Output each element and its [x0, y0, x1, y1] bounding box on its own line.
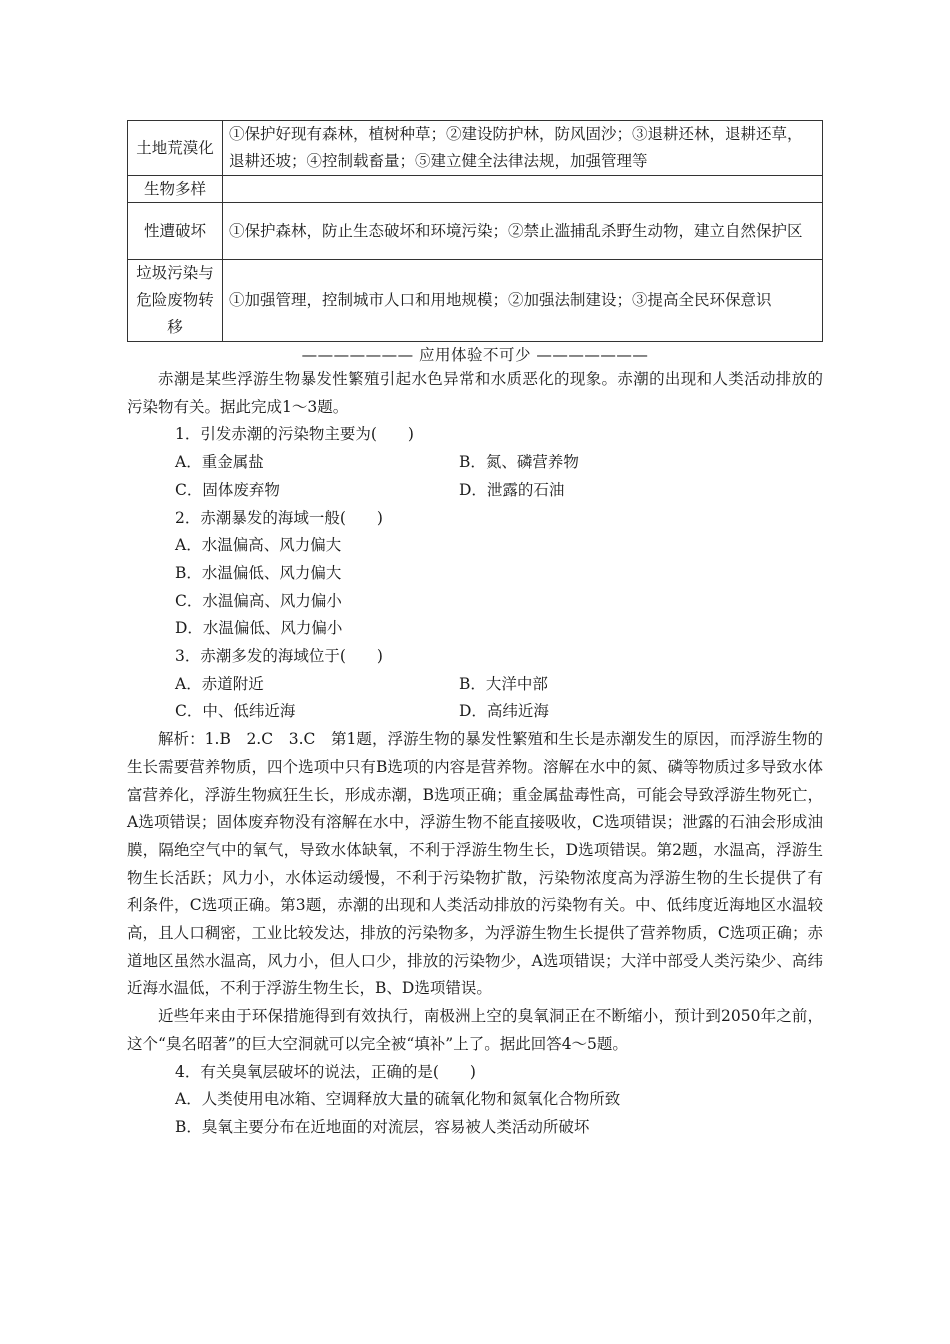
question-3-stem: 3．赤潮多发的海域位于( ) — [175, 647, 383, 666]
question-3-options-row-1 — [127, 671, 823, 699]
table-row — [128, 176, 823, 203]
measures-cell: ①加强管理，控制城市人口和用地规模；②加强法制建设；③提高全民环保意识 — [223, 260, 823, 342]
question-2-stem: 2．赤潮暴发的海域一般( ) — [175, 508, 383, 527]
problem-cell: 垃圾污染与危险废物转移 — [128, 260, 223, 342]
question-1-options-row-1 — [127, 449, 823, 477]
option-a: A．水温偏高、风力偏大 — [175, 536, 342, 555]
option-c: C．水温偏高、风力偏小 — [175, 591, 342, 610]
option-b: B．水温偏低、风力偏大 — [175, 563, 342, 582]
measures-cell: ①保护森林，防止生态破坏和环境污染；②禁止滥捕乱杀野生动物，建立自然保护区 — [223, 203, 823, 260]
measures-cell: ①保护好现有森林，植树种草；②建设防护林，防风固沙；③退耕还林，退耕还草，退耕还坡；④控制载畜量；⑤建立健全法律法规，加强管理等 — [223, 121, 823, 176]
option-a: A．人类使用电冰箱、空调释放大量的硫氧化物和氮氧化合物所致 — [175, 1090, 621, 1109]
option-c: C．固体废弃物 — [175, 480, 280, 499]
option-b: B．氮、磷营养物 — [459, 453, 579, 472]
table-row — [128, 203, 823, 260]
table-row — [128, 260, 823, 342]
question-1-options-row-2 — [127, 477, 823, 505]
passage-red-tide: 赤潮是某些浮游生物暴发性繁殖引起水色异常和水质恶化的现象。赤潮的出现和人类活动排放的污染物有关。据此完成1～3题。 — [127, 370, 823, 416]
section-divider: ——————— 应用体验不可少 ——————— — [301, 346, 649, 364]
table-row — [128, 121, 823, 176]
option-d: D．高纬近海 — [459, 702, 549, 721]
option-d: D．泄露的石油 — [459, 480, 565, 499]
question-4-stem: 4．有关臭氧层破坏的说法，正确的是( ) — [175, 1062, 476, 1081]
environment-measures-table — [127, 120, 823, 342]
measures-cell-empty — [223, 176, 823, 203]
question-3-options-row-2 — [127, 698, 823, 726]
option-b: B．臭氧主要分布在近地面的对流层，容易被人类活动所破坏 — [175, 1117, 590, 1136]
problem-cell: 土地荒漠化 — [128, 121, 223, 176]
passage-ozone: 近些年来由于环保措施得到有效执行，南极洲上空的臭氧洞正在不断缩小，预计到2050年之前，这个“臭名昭著”的巨大空洞就可以完全被“填补”上了。据此回答4～5题。 — [127, 1007, 823, 1053]
analysis-paragraph: 解析：1.B 2.C 3.C 第1题，浮游生物的暴发性繁殖和生长是赤潮发生的原因，而浮游生物的生长需要营养物质，四个选项中只有B选项的内容是营养物。溶解在水中的氮、磷等物质过多导致水体富营养化，浮游生物疯狂生长，形成赤潮，B选项正确；重金属盐毒性高，可能会导致浮游生物死亡，A选项错误；固体废弃物没有溶解在水中，浮游生物不能直接吸收，C选项错误；泄露的石油会形成油膜，隔绝空气中的氧气，导致水体缺氧，不利于浮游生物生长，D选项错误。第2题，水温高，浮游生物生长活跃；风力小，水体运动缓慢，不利于污染物扩散，污染物浓度高为浮游生物的生长提供了有利条件，C选项正确。第3题，赤潮的出现和人类活动排放的污染物有关。中、低纬度近海地区水温较高，且人口稠密，工业比较发达，排放的污染物多，为浮游生物生长提供了营养物质，C选项正确；赤道地区虽然水温高，风力小，但人口少，排放的污染物少，A选项错误；大洋中部受人类污染少、高纬近海水温低，不利于浮游生物生长，B、D选项错误。 — [127, 730, 823, 998]
option-a: A．赤道附近 — [175, 674, 264, 693]
option-c: C．中、低纬近海 — [175, 702, 296, 721]
question-1-stem: 1．引发赤潮的污染物主要为( ) — [175, 425, 414, 444]
option-d: D．水温偏低、风力偏小 — [175, 619, 343, 638]
problem-cell: 性遭破坏 — [128, 203, 223, 260]
problem-cell: 生物多样 — [128, 176, 223, 203]
option-b: B．大洋中部 — [459, 674, 548, 693]
option-a: A．重金属盐 — [175, 453, 264, 472]
document-page — [127, 120, 823, 1142]
